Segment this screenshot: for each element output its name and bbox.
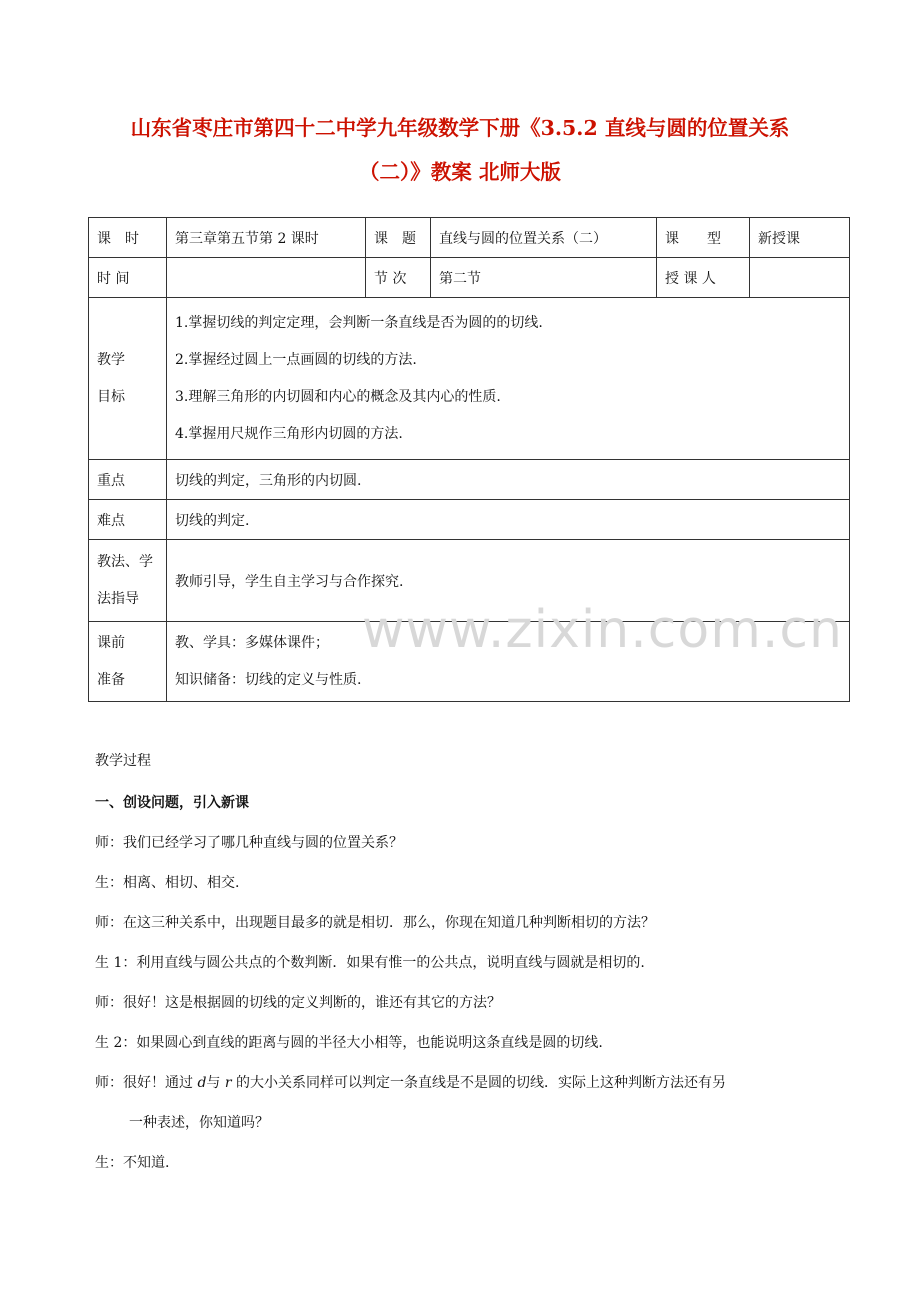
document-title-line-1: 山东省枣庄市第四十二中学九年级数学下册《3.5.2 直线与圆的位置关系 xyxy=(130,116,790,140)
dialogue-line: 师：我们已经学习了哪几种直线与圆的位置关系？ xyxy=(95,835,403,851)
table-row xyxy=(89,218,850,258)
dialogue-line: 生 2：如果圆心到直线的距离与圆的半径大小相等，也能说明这条直线是圆的切线. xyxy=(95,1035,603,1051)
label-topic: 课 题 xyxy=(366,218,431,258)
document-title-line-2: （二）》教案 北师大版 xyxy=(359,160,561,184)
table-row xyxy=(89,258,850,298)
table-row xyxy=(89,298,850,460)
topic-value: 直线与圆的位置关系（二） xyxy=(431,218,657,258)
dialogue-line-7-part-a: 师：很好！通过 xyxy=(95,1075,198,1091)
variable-r: r xyxy=(224,1075,232,1091)
dialogue-line-continued: 一种表述，你知道吗？ xyxy=(129,1115,269,1131)
label-preparation-line-2: 准备 xyxy=(97,671,125,688)
watermark: www.zixin.com.cn xyxy=(362,600,843,660)
label-goals-line-2: 目标 xyxy=(97,388,125,405)
label-teacher: 授 课 人 xyxy=(657,258,750,298)
methods-value: 教师引导，学生自主学习与合作探究. xyxy=(167,540,850,622)
dialogue-line-7-part-b: 与 xyxy=(206,1075,225,1091)
label-preparation-line-1: 课前 xyxy=(97,634,125,651)
table-row xyxy=(89,500,850,540)
dialogue-line: 生：不知道. xyxy=(95,1155,170,1171)
lesson-time-value: 第三章第五节第 2 课时 xyxy=(167,218,366,258)
key-points-value: 切线的判定，三角形的内切圆. xyxy=(167,460,850,500)
variable-d: d xyxy=(197,1075,207,1091)
goal-item: 1.掌握切线的判定定理，会判断一条直线是否为圆的的切线. xyxy=(175,314,543,331)
difficulties-value: 切线的判定. xyxy=(167,500,850,540)
process-heading: 教学过程 xyxy=(95,753,151,769)
dialogue-line: 生 1：利用直线与圆公共点的个数判断．如果有惟一的公共点，说明直线与圆就是相切的. xyxy=(95,955,645,971)
dialogue-line: 生：相离、相切、相交. xyxy=(95,875,240,891)
teacher-value xyxy=(750,258,850,298)
label-goals xyxy=(89,298,167,460)
label-time: 时 间 xyxy=(89,258,167,298)
label-methods-line-2: 法指导 xyxy=(97,590,139,607)
table-row xyxy=(89,460,850,500)
preparation-line-1: 教、学具：多媒体课件； xyxy=(175,634,329,651)
table-row xyxy=(89,622,850,702)
label-methods-line-1: 教法、学 xyxy=(97,553,153,570)
label-section: 节 次 xyxy=(366,258,431,298)
label-lesson-time: 课 时 xyxy=(89,218,167,258)
section-heading: 一、创设问题，引入新课 xyxy=(95,795,249,811)
label-key-points: 重点 xyxy=(89,460,167,500)
goal-item: 2.掌握经过圆上一点画圆的切线的方法. xyxy=(175,351,417,368)
label-goals-line-1: 教学 xyxy=(97,351,125,368)
goal-item: 3.理解三角形的内切圆和内心的概念及其内心的性质. xyxy=(175,388,501,405)
lesson-type-value: 新授课 xyxy=(750,218,850,258)
preparation-value xyxy=(167,622,850,702)
label-preparation xyxy=(89,622,167,702)
preparation-line-2: 知识储备：切线的定义与性质. xyxy=(175,671,362,688)
goal-item: 4.掌握用尺规作三角形内切圆的方法. xyxy=(175,425,403,442)
dialogue-line: 师：很好！这是根据圆的切线的定义判断的，谁还有其它的方法？ xyxy=(95,995,501,1011)
dialogue-line xyxy=(95,1072,835,1095)
time-value xyxy=(167,258,366,298)
dialogue-line-7-part-c: 的大小关系同样可以判定一条直线是不是圆的切线．实际上这种判断方法还有另 xyxy=(231,1075,727,1091)
label-lesson-type: 课 型 xyxy=(657,218,750,258)
table-row xyxy=(89,540,850,622)
goals-list xyxy=(167,298,850,460)
lesson-info-table xyxy=(88,217,850,702)
dialogue-line: 师：在这三种关系中，出现题目最多的就是相切．那么，你现在知道几种判断相切的方法？ xyxy=(95,915,655,931)
section-value: 第二节 xyxy=(431,258,657,298)
label-methods xyxy=(89,540,167,622)
label-difficulties: 难点 xyxy=(89,500,167,540)
